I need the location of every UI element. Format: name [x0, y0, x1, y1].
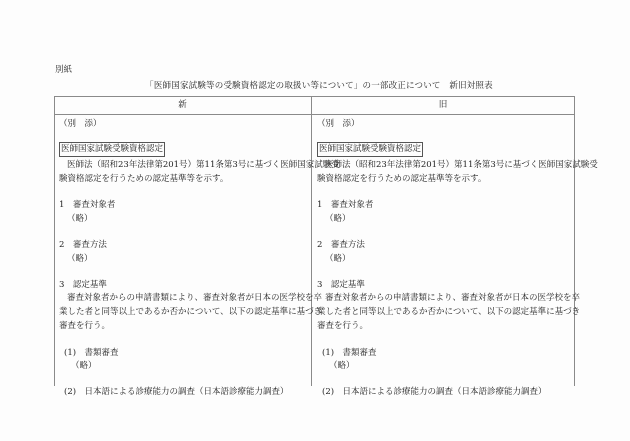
- sub-heading: (2) 日本語による診療能力の調査（日本語診療能力調査）: [322, 387, 547, 397]
- intro-line: 医師法（昭和23年法律第201号）第11条第3号に基づく医師国家試験受: [67, 160, 340, 170]
- sub-heading: (1) 書類審査: [322, 348, 377, 358]
- item-body: 審査対象者からの申請書類により、審査対象者が日本の医学校を卒: [325, 293, 581, 303]
- item-body: 審査を行う。: [59, 321, 111, 331]
- attachment-label: 別紙: [55, 65, 73, 75]
- comparison-table: [54, 96, 598, 397]
- item-body: 業した者と同等以上であるか否かについて、以下の認定基準に基づき: [59, 307, 323, 317]
- header-bottom-border: [54, 114, 575, 115]
- annex-label: （別 添）: [317, 119, 360, 129]
- item-body: 審査対象者からの申請書類により、審査対象者が日本の医学校を卒: [67, 293, 323, 303]
- intro-line: 験資格認定を行うための認定基準等を示す。: [59, 174, 229, 184]
- sub-heading: (1) 書類審査: [64, 348, 119, 358]
- document-title: 「医師国家試験等の受験資格認定の取扱い等について」の一部改正について 新旧対照表: [145, 81, 493, 91]
- item-body: （略）: [325, 254, 351, 264]
- item-body: 審査を行う。: [317, 321, 369, 331]
- item-heading: 1 審査対象者: [59, 200, 116, 210]
- sub-body: （略）: [71, 361, 97, 371]
- section-title: 医師国家試験受験資格認定: [317, 142, 423, 157]
- item-heading: 1 審査対象者: [317, 200, 374, 210]
- item-body: （略）: [67, 214, 93, 224]
- annex-label: （別 添）: [59, 119, 102, 129]
- sub-body: （略）: [329, 361, 355, 371]
- item-heading: 3 認定基準: [59, 280, 107, 290]
- item-heading: 2 審査方法: [317, 240, 365, 250]
- sub-heading: (2) 日本語による診療能力の調査（日本語診療能力調査）: [64, 387, 289, 397]
- table-left-border: [54, 96, 55, 386]
- column-header-old: 旧: [438, 100, 448, 110]
- item-body: 業した者と同等以上であるか否かについて、以下の認定基準に基づき: [317, 307, 581, 317]
- item-heading: 2 審査方法: [59, 240, 107, 250]
- table-right-border: [574, 96, 575, 386]
- item-body: （略）: [67, 254, 93, 264]
- column-divider: [311, 96, 312, 386]
- column-header-new: 新: [178, 100, 187, 110]
- intro-line: 験資格認定を行うための認定基準等を示す。: [317, 174, 487, 184]
- section-title: 医師国家試験受験資格認定: [59, 142, 165, 157]
- intro-line: 医師法（昭和23年法律第201号）第11条第3号に基づく医師国家試験受: [325, 160, 598, 170]
- item-heading: 3 認定基準: [317, 280, 365, 290]
- item-body: （略）: [325, 214, 351, 224]
